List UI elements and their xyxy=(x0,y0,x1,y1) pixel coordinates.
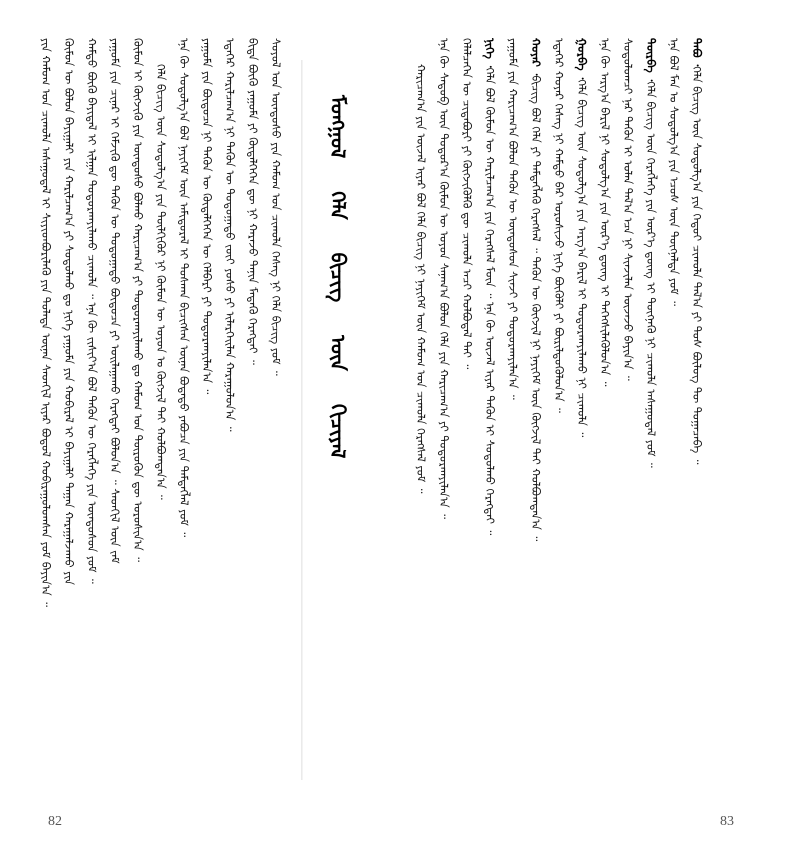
text-line: ᠬᠡᠯᠡᠯᠴᠡᠭᠡᠨ ᠦ ᠴᠢᠳᠠᠪᠤᠷᠢ ᠶᠢ ᠬᠥᠭᠵᠢᠭᠦᠯᠬᠦ ᠳᠦ ᠴᠢᠬᠤᠯᠠ ᠠᠴᠢ ᠬᠣᠯᠪᠣᠳᠠᠯ ᠲᠠᠢ ᠃ xyxy=(460,38,474,370)
text-line: ᠡᠨᠡ ᠬᠦ ᠰᠤᠳᠤᠯᠭ᠎ᠠ ᠪᠣᠯ ᠨᠡᠶᠢᠭᠡᠮ ᠦᠨ ᠠᠮᠢᠳᠤᠷᠠᠯ ᠢ ᠲᠤᠰᠬᠠᠨ ᠪᠢᠴᠢᠭᠰᠡᠨ ᠦᠨᠡᠨ ᠪᠣᠳᠠᠲᠤ ᠶᠠᠪᠤᠴᠠ ᠶᠢᠨ ᠲᠡᠮᠳᠡᠭᠯᠡᠯ ᠶᠤᠮ ᠃ xyxy=(177,38,191,538)
section-heading-line: ᠲᠠᠪᠤ ᠂ᠬᠡᠯᠡ ᠪᠢᠴᠢᠭ ᠦᠨ ᠰᠤᠳᠤᠯᠭ᠎ᠠ ᠶᠢᠨ ᠬᠡᠳᠦᠢ ᠴᠢᠬᠤᠯᠠ ᠲᠠᠯ᠎ᠠ ᠶᠢ ᠲᠤᠰ ᠪᠦᠯᠦᠭ ᠲᠦ ᠲᠣᠭᠠᠴᠠᠪᠠ ᠃ xyxy=(685,38,708,808)
page-number-right: 83 xyxy=(720,814,734,829)
text-line: ᠬᠦᠮᠦᠨ ᠢ ᠬᠥᠭᠵᠢᠬᠦ ᠶᠢᠨ ᠦᠨᠳᠦᠰᠦ ᠪᠣᠯᠬᠤ ᠬᠠᠷᠢᠴᠠᠭ᠎ᠠ ᠶᠢ ᠲᠣᠳᠤᠷᠬᠠᠶᠢᠯᠠᠬᠤ ᠳᠤ ᠬᠠᠮᠤᠭ ᠤᠨ ᠲᠦᠷᠦᠭᠦᠨ ᠳᠦ ᠣᠷᠣᠰᠢᠨ᠎ᠠ ᠃ xyxy=(131,38,145,562)
text-line: ᠡᠨᠡ ᠬᠦ ᠰᠡᠳᠦᠪ ᠦᠨ ᠳᠣᠲᠣᠷ᠎ᠠ ᠬᠦᠮᠦᠨ ᠦ ᠣᠶᠤᠨ ᠰᠠᠨᠠᠭ᠎ᠠ ᠪᠣᠯᠤᠨ ᠬᠡᠯᠡ ᠶᠢᠨ ᠬᠠᠷᠢᠴᠠᠭ᠎ᠠ ᠶᠢ ᠲᠣᠳᠤᠷᠬᠠᠶᠢᠯᠠᠨ᠎ᠠ ᠃ xyxy=(437,38,451,519)
page-number-left: 82 xyxy=(48,814,62,829)
text-line: ᠪᠢᠳᠡ ᠪᠦᠬᠦ ᠶᠠᠭᠤᠮᠠ ᠶᠢ ᠬᠥᠳᠡᠯᠭᠡᠭᠡᠨ ᠳᠦ ᠨᠢ ᠬᠠᠷᠠᠵᠤ ᠲᠠᠨᠢᠨ ᠮᠡᠳᠡᠬᠦ ᠬᠡᠷᠡᠭᠲᠡᠢ ᠃ xyxy=(246,38,260,365)
section-heading-line: ᠬᠣᠶᠠᠷ ᠂ᠪᠢᠴᠢᠭ ᠪᠣᠯ ᠬᠡᠯᠡ ᠶᠢ ᠲᠡᠮᠳᠡᠭᠯᠡᠬᠦ ᠬᠡᠷᠡᠭᠰᠡᠯ ᠃ ᠲᠡᠭᠦᠨ ᠦ ᠬᠥᠭᠵᠢᠯ ᠨᠢ ᠨᠡᠶᠢᠭᠡᠮ ᠦᠨ ᠬᠥᠭᠵᠢᠯ ᠲᠡᠢ ᠬᠣᠯᠪᠣᠭᠳᠠᠨ᠎ᠠ ᠃ xyxy=(524,38,547,808)
text-line: ᠬᠦᠮᠦᠨ ᠦ ᠪᠣᠯᠤᠨ ᠪᠠᠶᠢᠭᠠᠯᠢ ᠶᠢᠨ ᠬᠠᠷᠢᠯᠴᠠᠭ᠎ᠠ ᠶᠢ ᠰᠤᠳᠤᠯᠬᠤ ᠳᠤ ᠨᠢᠭᠡ ᠶᠠᠭᠤᠮᠠ ᠶᠢᠨ ᠬᠤᠪᠢᠷᠠᠯ ᠢ ᠪᠠᠶᠢᠭᠠᠯᠢ ᠳᠠᠭᠠᠨ ᠬᠠᠷᠠᠭᠠᠯᠵᠠᠬᠤ ᠶᠢᠨ xyxy=(62,38,76,586)
text-line: ᠡᠳᠡᠭᠡᠷ ᠬᠣᠶᠠᠷ ᠬᠡᠰᠡᠭ ᠨᠢ ᠬᠠᠮᠲᠤ ᠪᠡᠷ ᠣᠷᠣᠰᠢᠵᠤ ᠨᠢᠭᠡ ᠪᠦᠬᠦᠯᠢ ᠶᠢ ᠪᠦᠷᠢᠯᠳᠦᠭᠦᠯᠦᠨ᠎ᠠ ᠃ xyxy=(552,38,566,413)
page-gutter xyxy=(301,60,303,780)
text-line: ᠡᠳᠡᠭᠡᠷ ᠬᠠᠷᠢᠯᠴᠠᠭ᠎ᠠ ᠨᠢ ᠲᠡᠭᠦᠨ ᠦ ᠳᠣᠲᠣᠭᠠᠳᠤ ᠵᠦᠢ ᠶᠣᠰᠤ ᠶᠢ ᠢᠯᠡᠷᠬᠡᠢᠯᠡᠨ ᠬᠠᠷᠠᠭᠤᠯᠤᠨ᠎ᠠ ᠃ xyxy=(223,38,237,432)
chapter-title-block xyxy=(318,95,358,515)
text-line: ᠶᠠᠭᠤᠮᠠ ᠶᠢᠨ ᠴᠢᠨᠠᠷ ᠢ ᠬᠡᠮᠵᠢᠬᠦ ᠳᠦ ᠲᠡᠭᠦᠨ ᠦ ᠳᠣᠲᠣᠭᠠᠳᠤ ᠪᠦᠲᠦᠴᠡ ᠶᠢ ᠣᠢᠯᠠᠭᠠᠬᠤ ᠬᠡᠷᠡᠭᠲᠡᠢ ᠪᠣᠯᠤᠨ᠎ᠠ ᠃ ᠰᠡᠳᠬᠢᠯ ᠦᠨ ᠵᠠᠮ xyxy=(108,38,122,564)
section-heading: ᠨᠢᠭᠡ ᠂ xyxy=(483,38,497,68)
text-line: ᠰᠤᠳᠤᠯᠤᠭᠴᠢ ᠨᠠᠷ ᠲᠡᠭᠦᠨ ᠢ ᠣᠯᠠᠨ ᠲᠠᠯ᠎ᠠ ᠡᠴᠡ ᠨᠢ ᠰᠢᠨᠵᠢᠯᠡᠨ ᠦᠵᠡᠵᠦ ᠪᠠᠶᠢᠨ᠎ᠠ ᠃ xyxy=(621,38,635,381)
text-line: ᠬᠡᠯᠡ ᠪᠢᠴᠢᠭ ᠦᠨ ᠰᠤᠳᠤᠯᠭ᠎ᠠ ᠶᠢᠨ ᠲᠦᠯᠬᠢᠭᠦᠷ ᠨᠢ ᠬᠦᠮᠦᠨ ᠦ ᠣᠶᠤᠨ ᠤ ᠬᠥᠭᠵᠢᠯ ᠲᠡᠢ ᠬᠣᠯᠪᠣᠭᠳᠠᠨ᠎ᠠ ᠃ xyxy=(154,64,168,500)
section-heading: ᠬᠣᠶᠠᠷ ᠂ xyxy=(529,38,543,76)
section-heading: ᠲᠠᠪᠤ ᠂ xyxy=(690,38,704,67)
text-line: ᠶᠢᠨ ᠬᠠᠮᠤᠭ ᠤᠨ ᠴᠢᠬᠤᠯᠠ ᠠᠰᠠᠭᠤᠳᠠᠯ ᠢ ᠰᠢᠶᠢᠳᠪᠦᠷᠢᠯᠡᠬᠦ ᠶᠢᠨ ᠲᠤᠯᠠᠳᠠ ᠦᠨᠡᠨ ᠰᠡᠳᠬᠢᠯ ᠢᠶᠡᠷ ᠪᠣᠳᠤᠯ ᠬᠤᠪᠢᠷᠠᠭᠤᠯᠤᠭᠰᠠᠨ ᠶᠤᠮ ᠪᠠᠶᠢᠨ᠎ᠠ ᠃ xyxy=(39,38,53,607)
text-line: ᠡᠨᠡ ᠬᠦ ᠠᠷᠭ᠎ᠠ ᠪᠠᠷᠢᠯ ᠨᠢ ᠰᠤᠳᠤᠯᠭ᠎ᠠ ᠶᠢᠨ ᠦᠷ᠎ᠡ ᠳ᠋ᠦᠩ ᠢ ᠳᠡᠭᠡᠭᠰᠢᠯᠡᠭᠦᠯᠦᠨ᠎ᠠ ᠃ xyxy=(598,38,612,387)
section-heading-line: ᠳᠥᠷᠪᠡ ᠂ᠬᠡᠯᠡ ᠪᠢᠴᠢᠭ ᠦᠨ ᠬᠡᠷᠡᠭᠯᠡᠭᠡ ᠶᠢᠨ ᠦᠷ᠎ᠡ ᠳ᠋ᠦᠩ ᠢ ᠳᠦᠭᠨᠡᠬᠦ ᠨᠢ ᠴᠢᠬᠤᠯᠠ ᠠᠰᠠᠭᠤᠳᠠᠯ ᠶᠤᠮ ᠃ xyxy=(639,38,662,808)
text-line: ᠶᠠᠭᠤᠮᠠ ᠶᠢᠨ ᠪᠦᠲᠦᠴᠡ ᠨᠢ ᠲᠡᠭᠦᠨ ᠦ ᠬᠥᠳᠡᠯᠭᠡᠭᠡᠨ ᠦ ᠬᠡᠯᠪᠡᠷᠢ ᠶᠢ ᠲᠣᠳᠤᠷᠬᠠᠶᠢᠯᠠᠨ᠎ᠠ ᠃ xyxy=(200,38,214,395)
left-page-text xyxy=(34,38,296,808)
text-line: ᠶᠠᠭᠤᠮᠠ ᠶᠢᠨ ᠬᠠᠷᠢᠴᠠᠭ᠎ᠠ ᠪᠣᠯᠤᠨ ᠲᠡᠭᠦᠨ ᠦ ᠦᠨᠳᠦᠰᠦᠨ ᠰᠢᠨᠵᠢ ᠶᠢ ᠲᠣᠳᠤᠷᠬᠠᠶᠢᠯᠠᠨ᠎ᠠ ᠃ xyxy=(506,38,520,400)
chapter-title: ᠮᠣᠩᠭᠣᠯ ᠬᠡᠯᠡ ᠪᠢᠴᠢᠭ ᠦᠨ ᠬᠢᠴᠢᠶᠡᠯ xyxy=(326,95,350,459)
text-line: ᠬᠠᠷᠢᠴᠠᠭ᠎ᠠ ᠶᠢᠨ ᠦᠵᠡᠯ ᠢᠶᠡᠷ ᠪᠣᠯ ᠬᠡᠯᠡ ᠪᠢᠴᠢᠭ ᠨᠢ ᠨᠡᠶᠢᠭᠡᠮ ᠦᠨ ᠬᠠᠮᠤᠭ ᠤᠨ ᠴᠢᠬᠤᠯᠠ ᠬᠡᠷᠡᠭᠰᠡᠯ ᠶᠤᠮ ᠃ xyxy=(414,64,428,494)
section-heading-line: ᠨᠢᠭᠡ ᠂ᠬᠡᠯᠡ ᠪᠣᠯ ᠬᠦᠮᠦᠨ ᠦ ᠬᠠᠷᠢᠯᠴᠠᠭ᠎ᠠ ᠶᠢᠨ ᠬᠡᠷᠡᠭᠰᠡᠯ ᠮᠥᠨ ᠃ ᠡᠨᠡ ᠬᠦ ᠦᠵᠡᠯ ᠢᠶᠡᠷ ᠲᠡᠭᠦᠨ ᠢ ᠰᠤᠳᠤᠯᠬᠤ ᠬᠡᠷᠡᠭᠲᠡᠢ ᠃ xyxy=(478,38,501,808)
text-line: ᠰᠣᠶᠣᠯ ᠤᠨ ᠦᠨᠳᠦᠰᠦ ᠶᠢᠨ ᠬᠠᠮᠤᠭ ᠤᠨ ᠴᠢᠬᠤᠯᠠ ᠬᠡᠰᠡᠭ ᠨᠢ ᠬᠡᠯᠡ ᠪᠢᠴᠢᠭ ᠶᠤᠮ ᠃ xyxy=(269,38,283,376)
section-heading-line: ᠭᠤᠷᠪᠠ ᠂ᠬᠡᠯᠡ ᠪᠢᠴᠢᠭ ᠦᠨ ᠰᠤᠳᠤᠯᠭ᠎ᠠ ᠶᠢᠨ ᠠᠷᠭ᠎ᠠ ᠪᠠᠷᠢᠯ ᠢ ᠲᠣᠳᠤᠷᠬᠠᠶᠢᠯᠠᠬᠤ ᠨᠢ ᠴᠢᠬᠤᠯᠠ ᠃ xyxy=(570,38,593,808)
text-line: ᠬᠠᠮᠲᠤ ᠪᠦᠬᠦ ᠪᠠᠶᠢᠳᠠᠯ ᠢ ᠢᠯᠭᠠᠨ ᠲᠣᠳᠤᠷᠬᠠᠶᠢᠯᠠᠬᠤ ᠴᠢᠬᠤᠯᠠ ᠃ ᠡᠨᠡ ᠬᠦ ᠵᠢᠱᠢᠶ᠎ᠠ ᠪᠣᠯ ᠲᠡᠭᠦᠨ ᠦ ᠬᠡᠷᠡᠭᠯᠡᠭᠡ ᠶᠢᠨ ᠦᠨᠳᠦᠰᠦᠨ ᠶᠤᠮ ᠃ xyxy=(85,38,99,584)
text-line: ᠡᠨᠡ ᠪᠣᠯ ᠮᠠᠨ ᠤ ᠰᠤᠳᠤᠯᠭ᠎ᠠ ᠶᠢᠨ ᠡᠴᠦᠰ ᠦᠨ ᠳᠦᠭᠨᠡᠯᠲᠡ ᠶᠤᠮ ᠃ xyxy=(667,38,681,306)
right-page xyxy=(393,0,786,849)
section-heading: ᠳᠥᠷᠪᠡ ᠂ xyxy=(644,38,658,82)
section-heading: ᠭᠤᠷᠪᠠ ᠂ xyxy=(575,38,589,80)
right-page-text xyxy=(409,38,751,808)
